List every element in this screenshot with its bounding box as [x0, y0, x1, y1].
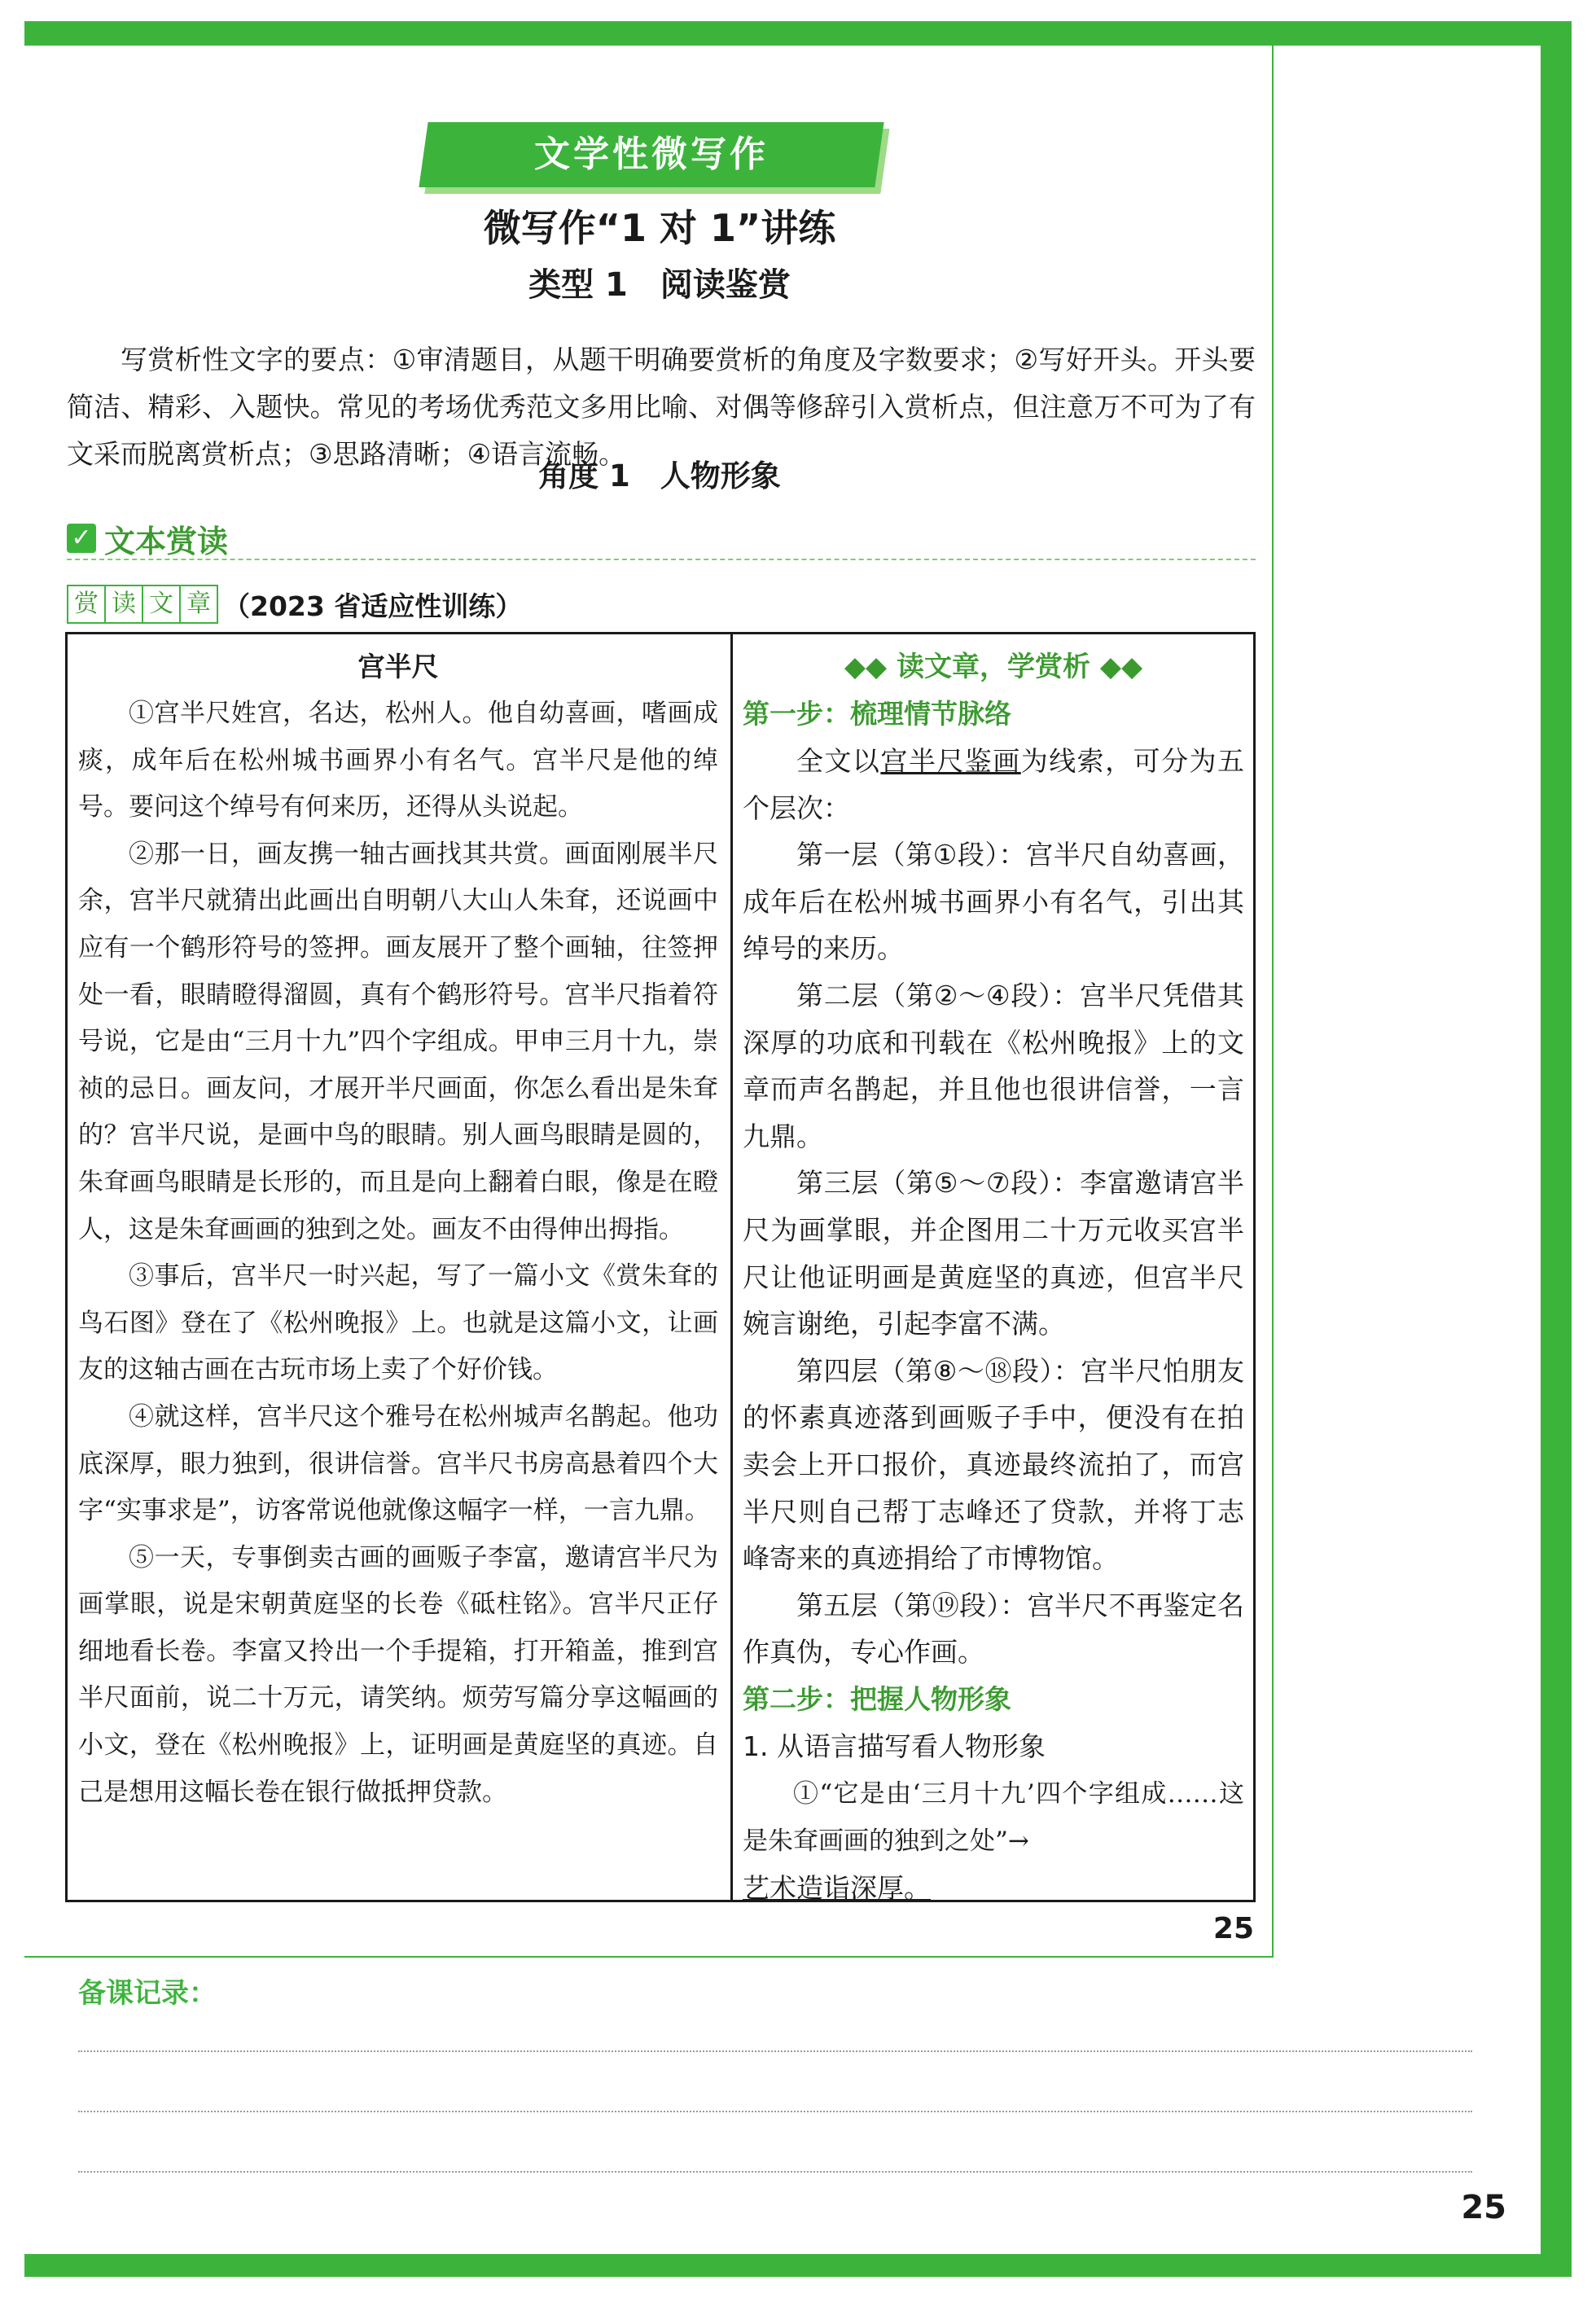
- layer-paragraph: 第一层（第①段）：宫半尺自幼喜画，成年后在松州城书画界小有名气，引出其绰号的来历。: [743, 839, 1244, 965]
- content-border-right: [1272, 46, 1274, 1958]
- page-number: 25: [1212, 1912, 1254, 1945]
- tag-char: 赏: [67, 585, 106, 624]
- section-heading: [67, 518, 228, 559]
- note-line: [78, 2171, 1472, 2173]
- layer-paragraph: 第五层（第⑲段）：宫半尺不再鉴定名作真伪，专心作画。: [743, 1589, 1244, 1669]
- analysis-text: 全文以: [796, 745, 881, 777]
- page-frame-bottom: [24, 2254, 1572, 2277]
- story-paragraph: ⑤一天，专事倒卖古画的画贩子李富，邀请宫半尺为画掌眼，说是宋朝黄庭坚的长卷《砥柱铭》。宫半尺正仔细地看长卷。李富又拎出一个手提箱，打开箱盖，推到宫半尺面前，说二十万元，请笑纳。烦劳写篇分享这幅画的小文，登在《松州晚报》上，证明画是黄庭坚的真迹。自己是想用这幅长卷在银行做抵押贷款。: [78, 1542, 718, 1807]
- tag-char: 读: [104, 585, 143, 624]
- story-paragraph: ④就这样，宫半尺这个雅号在松州城声名鹊起。他功底深厚，眼力独到，很讲信誉。宫半尺书房高悬着四个大字“实事求是”，访客常说他就像这幅字一样，一言九鼎。: [78, 1401, 718, 1526]
- story-paragraph: ①宫半尺姓宫，名达，松州人。他自幼喜画，嗜画成痰，成年后在松州城书画界小有名气。宫半尺是他的绰号。要问这个绰号有何来历，还得从头说起。: [78, 699, 718, 822]
- reading-tag-boxes: [67, 585, 217, 624]
- reading-source: （2023 省适应性训练）: [223, 590, 523, 622]
- story-paragraph: ③事后，宫半尺一时兴起，写了一篇小文《赏朱耷的鸟石图》登在了《松州晚报》上。也就是这篇小文，让画友的这轴古画在古玩市场上卖了个好价钱。: [78, 1261, 718, 1385]
- content-border-bottom: [24, 1956, 1274, 1958]
- notes-label: 备课记录：: [78, 1977, 217, 2010]
- angle-heading: 角度 1 人物形象: [538, 458, 781, 493]
- layer-paragraph: 第四层（第⑧～⑱段）：宫半尺怕朋友的怀素真迹落到画贩子手中，便没有在拍卖会上开口报价，真迹最终流拍了，而宫半尺则自己帮丁志峰还了贷款，并将丁志峰寄来的真迹捐给了市博物馆。: [743, 1354, 1244, 1575]
- column-divider: [730, 632, 733, 1902]
- analysis-heading: ◆◆ 读文章，学赏析 ◆◆: [844, 651, 1143, 683]
- intro-paragraph: 写赏析性文字的要点：①审清题目，从题干明确要赏析的角度及字数要求；②写好开头。开头要简洁、精彩、入题快。常见的考场优秀范文多用比喻、对偶等修辞引入赏析点，但注意万不可为了有文采而脱离赏析点；③思路清晰；④语言流畅。: [67, 344, 1256, 470]
- analysis-underlined: 宫半尺鉴画: [880, 745, 1021, 777]
- analysis-column: [743, 643, 1244, 1912]
- section-divider: [67, 559, 1256, 560]
- tag-char: 章: [179, 585, 218, 624]
- step-heading: 第二步：把握人物形象: [743, 1682, 1011, 1715]
- tag-char: 文: [142, 585, 181, 624]
- note-line: [78, 2111, 1472, 2112]
- step-heading: 第一步：梳理情节脉络: [743, 698, 1011, 730]
- note-line: [78, 2050, 1472, 2052]
- story-column: [78, 643, 718, 1816]
- type-subtitle: 类型 1 阅读鉴赏: [528, 266, 791, 304]
- checkbox-icon: ✓: [67, 524, 96, 553]
- page-frame-top: [24, 21, 1572, 46]
- reading-tag: [67, 585, 522, 624]
- analysis-text: 为线索，可分为五个层次：: [743, 745, 1245, 824]
- section-banner-title: 文学性微写作: [534, 134, 769, 175]
- analysis-answer: 艺术造诣深厚。: [743, 1871, 931, 1904]
- page-title: 微写作“1 对 1”讲练: [483, 206, 836, 250]
- page-frame-right: [1541, 21, 1572, 2277]
- story-title: 宫半尺: [357, 651, 439, 682]
- section-heading-label: 文本赏读: [104, 523, 229, 559]
- page-number-outer: 25: [1461, 2189, 1506, 2226]
- analysis-paragraph: [743, 738, 1244, 831]
- story-paragraph: ②那一日，画友携一轴古画找其共赏。画面刚展半尺余，宫半尺就猜出此画出自明朝八大山人朱耷，还说画中应有一个鹤形符号的签押。画友展开了整个画轴，往签押处一看，眼睛瞪得溜圆，真有个鹤形符号。宫半尺指着符号说，它是由“三月十九”四个字组成。甲申三月十九，崇祯的忌日。画友问，才展开半尺画面，你怎么看出是朱耷的？宫半尺说，是画中鸟的眼睛。别人画鸟眼睛是圆的，朱耷画鸟眼睛是长形的，而且是向上翻着白眼，像是在瞪人，这是朱耷画画的独到之处。画友不由得伸出拇指。: [78, 839, 718, 1244]
- analysis-quote: ①“它是由‘三月十九’四个字组成……这是朱耷画画的独到之处”→: [743, 1778, 1244, 1856]
- analysis-point: 1. 从语言描写看人物形象: [743, 1730, 1046, 1762]
- layer-paragraph: 第三层（第⑤～⑦段）：李富邀请宫半尺为画掌眼，并企图用二十万元收买宫半尺让他证明画是黄庭坚的真迹，但宫半尺婉言谢绝，引起李富不满。: [743, 1167, 1244, 1340]
- layer-paragraph: 第二层（第②～④段）：宫半尺凭借其深厚的功底和刊载在《松州晚报》上的文章而声名鹊起，并且他也很讲信誉，一言九鼎。: [743, 979, 1244, 1152]
